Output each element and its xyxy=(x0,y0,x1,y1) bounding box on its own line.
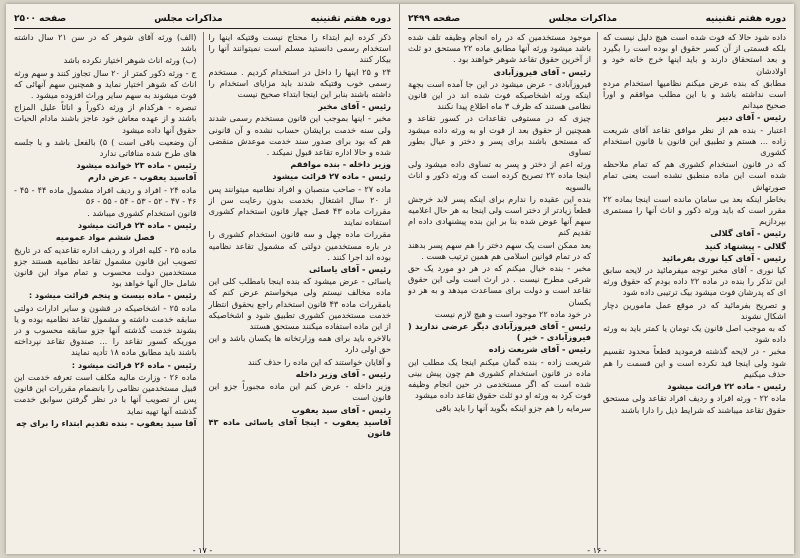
header-series: دوره هفتم تقنینیه xyxy=(310,14,391,24)
footer-page-number: - ۱۷ - xyxy=(192,546,213,554)
paragraph: چیزی که در مستوفی تقاعدات در کسور تقاعد و همچنین از حقوق بعد از فوت او به ورثه داده میشود که مستحق باشند برای پسر و دختر و عیال بطور تساوی xyxy=(408,113,591,158)
text-column-right xyxy=(14,32,197,550)
speaker-line: رئیس - آقای دبیر xyxy=(716,112,786,123)
header-page-number: صفحه ۲۴۹۹ xyxy=(408,14,461,24)
header-series: دوره هفتم تقنینیه xyxy=(705,14,786,24)
speaker-line: گلالی - پیشنهاد کنید xyxy=(704,240,786,251)
paragraph: یاسائی - عرض میشود که بنده اینجا بامطلب کلی این ماده مخالف نیستم ولی میخواستم عرض کنم که بامقررات ماده ۴۳ قانون استخدام راجع بحقوق انتظار خدمت مستخدمین کشوری تطبیق شود و اشخاصیکه از این ماده استفاده میکنند مستحق هستند xyxy=(208,276,391,332)
paragraph: ماده ۲۵ - کلیه افراد و ردیف اداره تقاعدیه که در تاریخ تصویب این قانون مشمول تقاعد نظامیه هستند جزو مستخدمین دولت محسوب و تمام مواد این قانون شامل حال آنها خواهد بود xyxy=(14,244,197,289)
paragraph: مخبر - اینها بموجب این قانون مستخدم رسمی شدند ولی سنه خدمت برایشان حساب نشده و آن قانونی هم که بود برای صدور سند خدمت موعدش منقضی شده و حالا اداره تقاعد قبول نمیکند . xyxy=(208,113,391,158)
paragraph: شریعت زاده - بنده گمان میکنم اینجا یک مطلب این ماده در قانون استخدام کشوری هم چون پیش بینی شده است که اگر مستخدمی در حین انجام وظیفه فوت کرد به ورثه او دو ثلث حقوق تقاعد داده میشود xyxy=(408,356,591,401)
speaker-line: رئیس - آقای وزیر داخله xyxy=(295,368,391,379)
speaker-line: رئیس - ماده بیست و پنجم قرائت میشود : xyxy=(28,290,197,301)
paragraph: بعد ممکن است یک سهم دختر را هم سهم پسر بدهند که در تمام قوانین اسلامی هم همین ترتیب هست . xyxy=(408,239,591,261)
speaker-line: رئیس - آقای سید یعقوب xyxy=(291,404,391,415)
speaker-line: رئیس - آقای یاسائی xyxy=(308,264,391,275)
paragraph: ج - ورثه ذکور کمتر از ۲۰ سال تجاوز کنند و سهم ورثه اناث که شوهر اختیار نماید و همچنین سهم آنهائی که فوت میشوند به سهم سایر وراث افزوده میشود . xyxy=(14,67,197,101)
header-title: مذاکرات مجلس xyxy=(548,14,618,24)
paragraph: (ب) ورثه اناث شوهر اختیار نکرده باشد xyxy=(63,55,197,66)
speaker-line: آقاسید یعقوب - اینجا آقای یاسائی ماده ۴۳ قانون xyxy=(208,416,391,438)
paragraph: و آقایان خواستند که این ماده را حذف کنند xyxy=(247,356,391,367)
section-heading: فصل ششم مواد عمومیه xyxy=(55,232,155,243)
paragraph: (الف) ورثه آقای شوهر که در سن ۲۱ سال داشته باشد xyxy=(14,32,197,54)
speaker-line: آقاسید یعقوب - عرض دارم xyxy=(87,172,197,183)
speaker-line: رئیس - ماده ۲۷ قرائت میشود xyxy=(272,171,391,182)
paragraph: و تصریح بفرمائید که در موقع عمل مامورین دچار اشکال نشوند xyxy=(603,299,786,321)
paragraph: ماده ۲۶ - وزارت مالیه مکلف است تعرفه خدمت این قبیل مستخدمین نظامی را بانضمام مقررات این قانون پس از تصویب آنها با در نظر گرفتن سوابق خدمت گذشته آنها تهیه نماید xyxy=(14,371,197,416)
paragraph: بالاخره باید برای همه وزارتخانه ها یکسان باشد و این حق اولی دارد xyxy=(208,333,391,355)
paragraph: داده شود حالا که فوت شده است هیچ دلیل نیست که بلکه قسمتی از آن کسر حقوق او بوده است را بگیرد و بعد استحقاق دارند و باید اینها خرج خانه خود و اولادشان xyxy=(603,32,786,76)
paragraph: مخبر - در لایحه گذشته فرمودید قطعاً محدود تقسیم شود ولی اینجا قید نکرده است و این قسمت را هم حذف میکنیم xyxy=(603,346,786,379)
paragraph: مطابق که بنده عرض میکنم نظامیها استخدام مرده است نداشته باشد و با این مطلب موافقم و اوراً صحیح میدانم xyxy=(603,77,786,111)
paragraph: که به موجب اصل قانون یک تومان یا کمتر باید به ورثه داده شود xyxy=(603,323,786,345)
paragraph: موجود مستخدمین که در راه انجام وظیفه تلف شده باشد میشود ورثه آنها مطابق ماده ۲۲ مستحق دو ثلث از آخرین حقوق تقاعد شوهر خواهند بود . xyxy=(408,32,591,65)
header-title: مذاکرات مجلس xyxy=(154,14,223,24)
paragraph: اعتبار - بنده هم از نظر موافق تقاعد آقای شریعت زاده ... هستم و تطبیق این قانون با قانون استخدام کشوری xyxy=(603,124,786,158)
paragraph: قانون استخدام کشوری میباشد . xyxy=(87,208,197,219)
speaker-line: وزیر داخله - بنده موافقم xyxy=(290,159,391,170)
paragraph: ۲۴ و ۲۵ اینها را داخل در استخدام کردیم . مستخدم رسمی خوب وقتیکه شدند باید مزایای استخدام را داشته باشند بنابر این اینجا ابتداء صحیح نیست xyxy=(208,66,391,100)
text-columns xyxy=(408,32,786,550)
paragraph: ورثه اعم از دختر و پسر به تساوی داده میشود ولی اینجا ماده ۲۲ تصریح کرده است که ورثه ذکور و اناث بالسویه xyxy=(408,159,591,192)
paragraph: مخبر - بنده خیال میکنم که در هر دو مورد یک حق شرعی مطرح نیست . در ارث است ولی این حقوق تقاعد است و دولت برای مساعدت میدهد و به هر دو یکسان xyxy=(408,263,591,307)
paragraph: بنده این عقیده را ندارم برای اینکه پسر لابد خرجش قطعاً زیادتر از دختر است ولی اینجا به هر حال اعلامیه سهم آنها عوض شده بنا بر این بنده پیشنهادی داده ام تقدیم کنم xyxy=(408,193,591,238)
book-spread xyxy=(6,4,794,554)
paragraph: ماده ۲۷ - صاحب منصبان و افراد نظامیه میتوانند پس از ۲۰ سال اشتغال بخدمت بدون رعایت سن از مقررات ماده ۴۳ فصل چهار قانون استخدام کشوری استفاده نمایند xyxy=(208,183,391,228)
speaker-line: رئیس - آقای فیروزآبادی دیگر عرضی ندارید ( فیروزآبادی - خیر ) xyxy=(408,321,591,343)
page-header xyxy=(408,12,786,29)
page-right xyxy=(400,4,794,554)
paragraph: ماده ۲۵ - اشخاصیکه در قشون و سایر ادارات دولتی سابقه خدمت داشته و مشمول تقاعد نظامیه بوده و یا بشوند خدمت گذشته آنها جزو سابقه محسوب و در موریکه کسور تقاعد را ... صندوق تقاعد نپرداخته باشند باید مطابق ماده ۱۸ تأدیه نمایند xyxy=(14,302,197,358)
speaker-line: رئیس - آقای فیروزآبادی xyxy=(493,66,591,77)
paragraph: که در قانون استخدام کشوری هم که تمام ملاحظه شده است این ماده منطبق نشده است یعنی تمام صورتهاش xyxy=(603,159,786,192)
paragraph: کیا نوری - آقای مخبر توجه میفرمائید در لایحه سابق این تذکر را بنده در ماده ۲۲ داده بودم که حقوق ورثه ای که پدرشان فوت میشود بیک ترتیبی داده شود xyxy=(603,265,786,298)
text-column-right xyxy=(408,32,591,550)
paragraph: آن وضعیت باقی است ) ۵) بالفعل باشد و با جلسه های طرح شده منافاتی ندارد xyxy=(14,136,197,159)
speaker-line: رئیس - آقای کیا نوری بفرمائید xyxy=(661,252,786,263)
paragraph: ذکر کرده ایم ابتداء را محتاج نیست وقتیکه اینها را استخدام رسمی دانستید مسلم است نمیتوانند آنها را بیکار کنند xyxy=(208,32,391,65)
header-page-number: صفحه ۲۵۰۰ xyxy=(14,14,67,24)
paragraph: سرمایه را هم جزو اینکه بگوید آنها را باید باقی xyxy=(435,402,591,413)
text-column-left xyxy=(203,32,392,550)
speaker-line: رئیس - ماده ۲۲ قرائت میشود xyxy=(667,381,786,392)
paragraph: مقررات ماده چهل و سه قانون استخدام کشوری را در باره مستخدمین دولتی که مشمول تقاعد نظامیه بوده اند اجرا کنند . xyxy=(208,229,391,262)
text-columns xyxy=(14,32,391,550)
paragraph: تبصره - هرکدام از ورثه ذکوراً و اناثاً علیل المزاج باشند و از عهده معاش خود عاجز باشند مادام الحیات حقوق آنها داده میشود xyxy=(14,102,197,135)
speaker-line: رئیس - ماده ۲۴ قرائت میشود xyxy=(77,220,197,231)
speaker-line: رئیس - آقای شریعت زاده xyxy=(488,344,591,355)
speaker-line: رئیس - آقای گلالی xyxy=(710,228,786,239)
paragraph: بخاطر اینکه بعد بی سامان مانده است اینجا بماده ۲۲ مقرر است که باید ورثه ذکور و اناث آنها را مستمری بپردازیم xyxy=(603,193,786,227)
paragraph: وزیر داخله - عرض کنم این ماده مجبوراً جزو این قانون است xyxy=(208,381,391,403)
page-header xyxy=(14,12,391,29)
speaker-line: رئیس - ماده ۲۳ خوانده میشود xyxy=(76,160,197,171)
paragraph: در خود ماده ۲۲ موجود است و هیچ لازم نیست xyxy=(434,308,591,319)
speaker-line: رئیس - ماده ۲۶ قرائت میشود : xyxy=(71,359,197,370)
speaker-line: رئیس - آقای مخبر xyxy=(318,101,391,112)
footer-page-number: - ۱۶ - xyxy=(587,546,607,554)
paragraph: ماده ۲۲ - ورثه افراد و ردیف افراد تقاعد ولی مستحق حقوق تقاعد میباشند که شرایط ذیل را دارا باشند xyxy=(603,393,786,415)
paragraph: ماده ۲۴ - افراد و ردیف افراد مشمول ماده ۴۴ - ۴۵ - ۴۶ - ۴۷ - ۵۲ - ۵۳ - ۵۴ - ۵۵ - ۵۶ xyxy=(14,184,197,206)
page-left xyxy=(6,4,400,554)
text-column-left xyxy=(597,32,786,550)
paragraph: فیروزآبادی - عرض میشود در این جا آمده است بجهة اینکه ورثه اشخاصیکه فوت شده اند در این قانون نظامی هستند که ظرف ۳ ماه اطلاع پیدا نکنند xyxy=(408,78,591,112)
speaker-line: آقا سید یعقوب - بنده تقدیم ابتداء را برای چه xyxy=(16,417,197,428)
